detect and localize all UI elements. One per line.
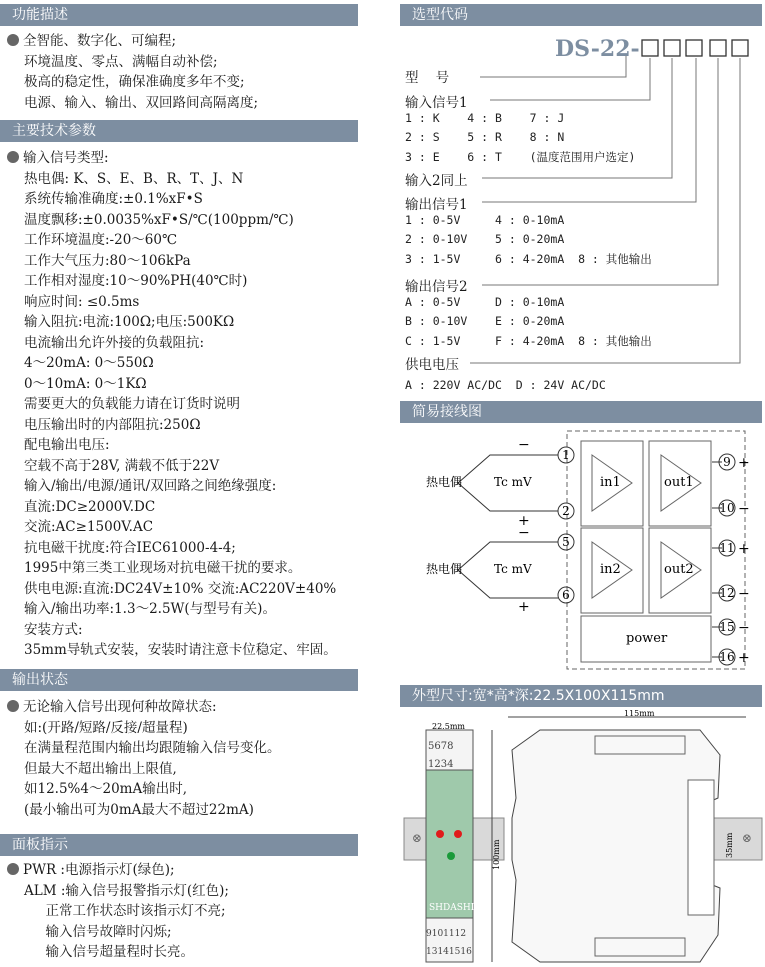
svg-text:−: − — [738, 586, 750, 602]
model-label: 型 号 — [405, 70, 450, 86]
svg-text:1234: 1234 — [428, 759, 454, 770]
specs-line: 35mm导轨式安装，安装时请注意卡位稳定、牢固。 — [24, 642, 337, 658]
terminal-10: 10 — [719, 501, 735, 515]
inlines-line: 2 : S 5 : R 8 : N — [405, 130, 565, 144]
outputs-line: 无论输入信号出现何种故障状态: — [7, 697, 217, 718]
specs-line: 直流:DC≥2000V.DC — [24, 498, 156, 515]
panel-line: PWR :电源指示灯(绿色); — [7, 860, 175, 881]
tc2-plus: + — [518, 599, 530, 615]
code-box-4 — [710, 40, 726, 56]
terminal-2: 2 — [562, 504, 570, 518]
bullet-icon — [7, 700, 19, 712]
wiring-diagram — [400, 425, 765, 675]
specs-line: 输入/输出/电源/通讯/双回路之间绝缘强度: — [24, 478, 277, 494]
specs-header: 主要技术参数 — [0, 120, 358, 142]
power-label: 供电电压 — [405, 357, 459, 373]
specs-line: 空载不高于28V, 满载不低于22V — [24, 457, 220, 474]
tc1-label: 热电偶 — [426, 475, 463, 489]
specs-line: 输入/输出功率:1.3～2.5W(与型号有关)。 — [24, 601, 276, 617]
specs-line: 1995中第三类工业现场对抗电磁干扰的要求。 — [24, 560, 302, 576]
panel-line: 正常工作状态时该指示灯不亮; — [24, 903, 226, 919]
outputs-line: (最小输出可为0mA最大不超过22mA) — [24, 801, 254, 818]
terminal-1: 1 — [562, 448, 570, 462]
specs-line: 抗电磁干扰度:符合IEC61000-4-4; — [24, 539, 236, 556]
svg-text:−: − — [738, 501, 750, 517]
terminal-6: 6 — [562, 588, 570, 602]
out2lines-line: A : 0-5V D : 0-10mA — [405, 295, 565, 309]
power-text: power — [626, 631, 668, 646]
features-line: 电源、输入、输出、双回路间高隔离度; — [24, 94, 259, 111]
svg-text:+: + — [738, 455, 750, 471]
dimension-drawing — [400, 710, 765, 967]
specs-line: 需要更大的负载能力请在订货时说明 — [24, 396, 240, 412]
bullet-icon — [7, 34, 19, 46]
brand-text: SHDASHI — [429, 903, 475, 913]
output-state-header: 输出状态 — [0, 669, 358, 691]
specs-line: 工作环境温度:-20～60℃ — [24, 232, 178, 248]
out2-text: out2 — [664, 562, 694, 577]
panel-header: 面板指示 — [0, 834, 358, 856]
specs-line: 0～10mA: 0～1KΩ — [24, 375, 147, 392]
model-code-header: 选型代码 — [400, 4, 762, 26]
specs-line: 输入阻抗:电流:100Ω;电压:500KΩ — [24, 314, 235, 330]
specs-line: 4～20mA: 0～550Ω — [24, 355, 154, 371]
tc1-minus: − — [518, 437, 530, 453]
out1lines-line: 2 : 0-10V 5 : 0-20mA — [405, 232, 565, 246]
specs-line: 电压输出时的内部阻抗:250Ω — [24, 416, 201, 433]
out1lines-line: 3 : 1-5V 6 : 4-20mA 8 : 其他输出 — [405, 252, 652, 266]
specs-line: 响应时间: ≤0.5ms — [24, 293, 140, 310]
outputs-line: 但最大不超出输出上限值, — [24, 760, 177, 777]
code-box-1 — [642, 40, 658, 56]
tc1-plus: + — [518, 513, 530, 529]
features-header: 功能描述 — [0, 4, 358, 26]
outputs-line: 如12.5%4～20mA输出时, — [24, 781, 187, 797]
out1lines-line: 1 : 0-5V 4 : 0-10mA — [405, 213, 565, 227]
terminal-12: 12 — [719, 586, 735, 600]
svg-text:5678: 5678 — [428, 741, 454, 752]
power-options: A : 220V AC/DC D : 24V AC/DC — [405, 378, 606, 392]
bullet-icon — [7, 151, 19, 163]
in2-text: in2 — [600, 562, 621, 577]
specs-line: 安装方式: — [24, 621, 83, 638]
in1-text: in1 — [600, 475, 621, 490]
specs-line: 温度飘移:±0.0035%xF•S/℃(100ppm/℃) — [24, 211, 294, 228]
svg-text:+: + — [738, 650, 750, 666]
svg-text:⊗: ⊗ — [412, 831, 423, 845]
terminal-9: 9 — [723, 455, 731, 469]
terminal-15: 15 — [719, 620, 735, 634]
out2lines-line: C : 1-5V F : 4-20mA 8 : 其他输出 — [405, 334, 652, 348]
width-text: 22.5mm — [432, 722, 465, 731]
specs-line: 工作大气压力:80～106kPa — [24, 252, 191, 269]
tc2-minus: − — [518, 525, 530, 541]
code-box-2 — [664, 40, 680, 56]
output2-label: 输出信号2 — [405, 279, 468, 295]
tc2-label: 热电偶 — [426, 562, 463, 576]
input2-label: 输入2同上 — [405, 173, 468, 189]
svg-text:−: − — [738, 620, 750, 636]
inlines-line: 3 : E 6 : T (温度范围用户选定) — [405, 150, 636, 164]
tc1-text: Tc mV — [494, 475, 532, 489]
specs-line: 电流输出允许外接的负载阻抗: — [24, 334, 205, 351]
features-line: 环境温度、零点、满幅自动补偿; — [24, 53, 218, 70]
panel-line: 输入信号超量程时长亮。 — [24, 944, 194, 960]
depth-text: 115mm — [624, 710, 655, 718]
wiring-header: 简易接线图 — [400, 401, 762, 423]
tc2-text: Tc mV — [494, 562, 532, 576]
svg-text:13141516: 13141516 — [426, 947, 472, 957]
features-line: 全智能、数字化、可编程; — [7, 31, 176, 52]
specs-line: 交流:AC≥1500V.AC — [24, 519, 154, 535]
model-code-text: DS-22- — [555, 36, 640, 62]
specs-line: 配电输出电压: — [24, 437, 110, 453]
specs-line: 热电偶: K、S、E、B、R、T、J、N — [24, 170, 244, 187]
input1-label: 输入信号1 — [405, 95, 468, 111]
svg-text:9101112: 9101112 — [426, 929, 467, 939]
specs-line: 系统传输准确度:±0.1%xF•S — [24, 191, 203, 207]
bullet-icon — [7, 863, 19, 875]
outputs-line: 在满量程范围内输出均跟随输入信号变化。 — [24, 740, 281, 756]
out1-text: out1 — [664, 475, 694, 490]
terminal-16: 16 — [719, 650, 735, 664]
terminal-11: 11 — [719, 541, 735, 555]
outputs-line: 如:(开路/短路/反接/超量程) — [24, 719, 188, 736]
panel-line: ALM :输入信号报警指示灯(红色); — [24, 882, 229, 899]
height-text: 100mm — [492, 839, 501, 870]
svg-text:⊗: ⊗ — [742, 831, 753, 845]
dimensions-header: 外型尺寸:宽*高*深:22.5X100X115mm — [400, 685, 762, 707]
terminal-5: 5 — [562, 535, 570, 549]
specs-line: 工作相对湿度:10～90%PH(40℃时) — [24, 273, 248, 289]
rail-text: 35mm — [725, 832, 734, 858]
inlines-line: 1 : K 4 : B 7 : J — [405, 111, 565, 125]
out2lines-line: B : 0-10V E : 0-20mA — [405, 314, 565, 328]
panel-line: 输入信号故障时闪烁; — [24, 923, 172, 940]
code-box-5 — [732, 40, 748, 56]
features-line: 极高的稳定性，确保准确度多年不变; — [24, 74, 245, 90]
specs-line: 供电电源:直流:DC24V±10% 交流:AC220V±40% — [24, 580, 337, 597]
svg-text:+: + — [738, 541, 750, 557]
code-box-3 — [686, 40, 702, 56]
output1-label: 输出信号1 — [405, 197, 468, 213]
specs-line: 输入信号类型: — [7, 148, 109, 169]
